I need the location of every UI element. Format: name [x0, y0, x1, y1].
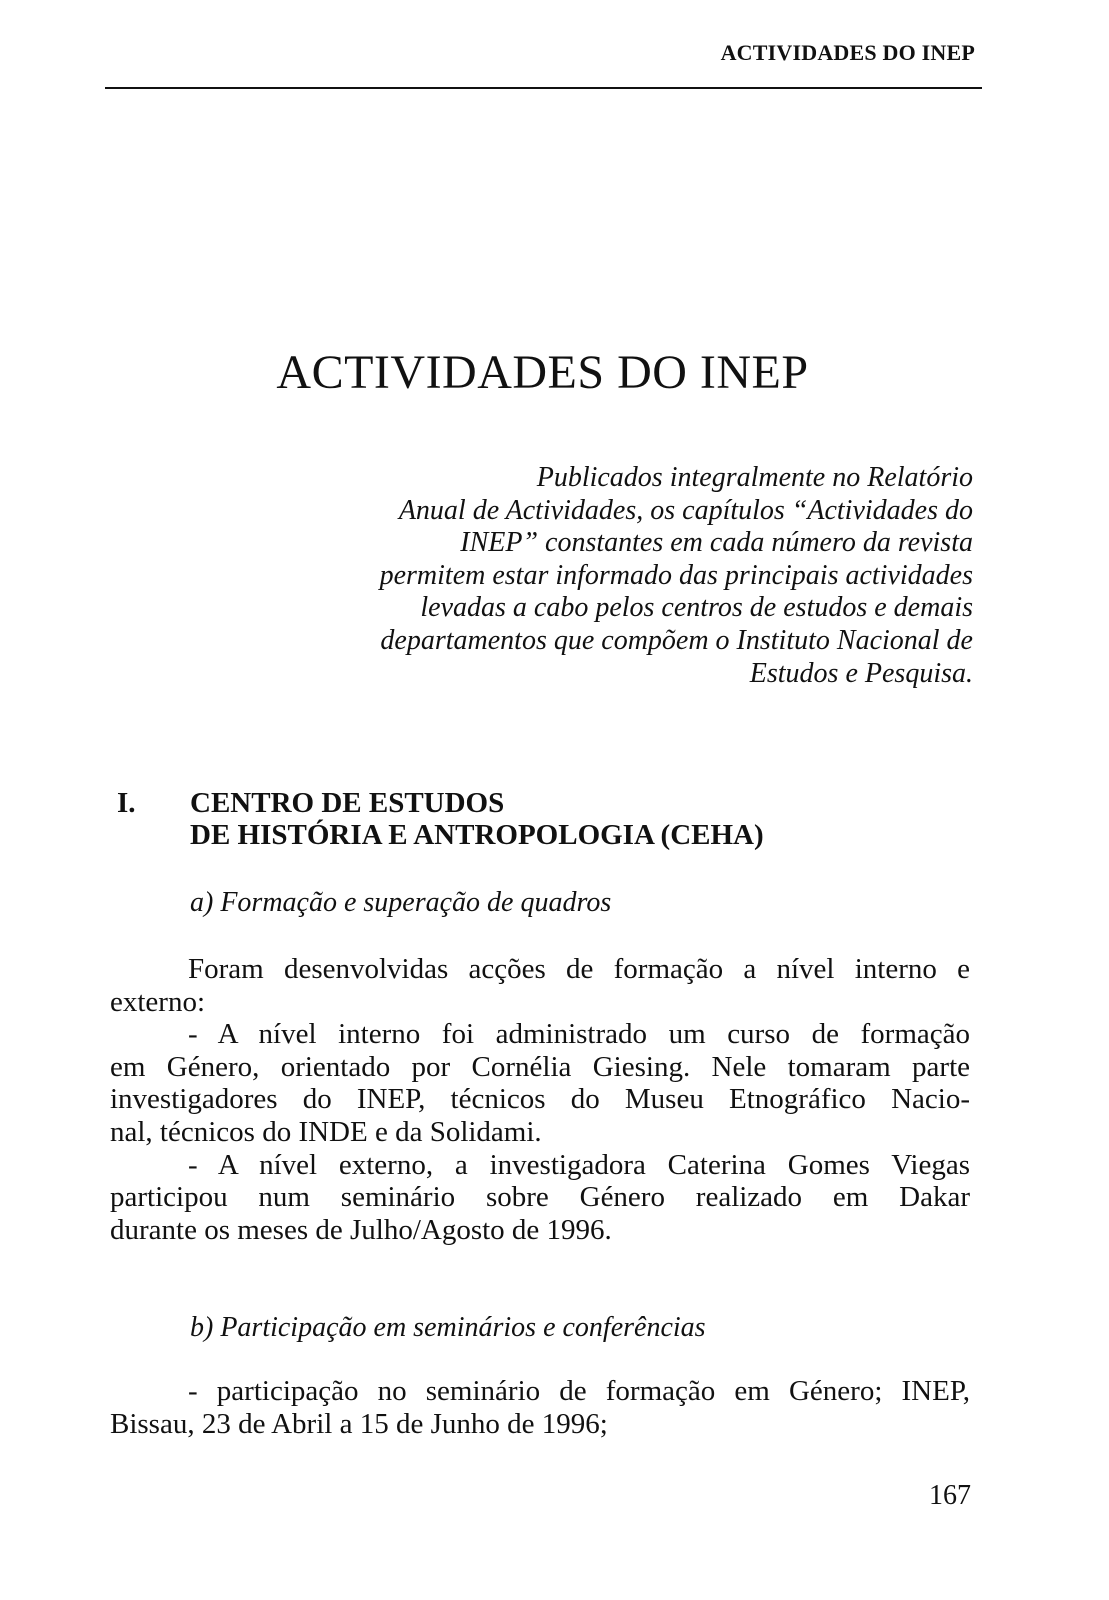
subsection-b-body — [110, 1375, 970, 1440]
body-line: investigadores do INEP, técnicos do Museu Etnográfico Nacio- — [110, 1083, 970, 1116]
body-line: - participação no seminário de formação em Género; INEP, — [188, 1375, 970, 1407]
section-heading-line: CENTRO DE ESTUDOS — [190, 787, 505, 819]
body-line: participou num seminário sobre Género realizado em Dakar — [110, 1181, 970, 1214]
epigraph — [253, 462, 973, 690]
epigraph-line: Publicados integralmente no Relatório — [536, 462, 973, 493]
section-heading-line: DE HISTÓRIA E ANTROPOLOGIA (CEHA) — [190, 819, 764, 851]
body-line: Foram desenvolvidas acções de formação a nível interno e — [188, 953, 970, 985]
subsection-a-body — [110, 953, 970, 1246]
body-line: durante os meses de Julho/Agosto de 1996. — [110, 1213, 612, 1246]
body-line: nal, técnicos do INDE e da Solidami. — [110, 1115, 542, 1148]
body-line: em Género, orientado por Cornélia Giesing. Nele tomaram parte — [110, 1050, 970, 1083]
running-head: ACTIVIDADES DO INEP — [720, 40, 975, 65]
epigraph-line: Estudos e Pesquisa. — [749, 657, 973, 689]
section-heading — [190, 787, 764, 851]
body-line: - A nível externo, a investigadora Caterina Gomes Viegas — [188, 1148, 970, 1181]
header-rule — [105, 87, 982, 89]
body-line: Bissau, 23 de Abril a 15 de Junho de 1996; — [110, 1407, 608, 1440]
epigraph-line: permitem estar informado das principais actividades — [379, 559, 973, 591]
section-number: I. — [117, 787, 136, 819]
page-number: 167 — [929, 1480, 971, 1511]
body-line: externo: — [110, 985, 206, 1018]
subsection-a-heading: a) Formação e superação de quadros — [190, 887, 612, 918]
epigraph-line: levadas a cabo pelos centros de estudos e demais — [420, 592, 973, 624]
epigraph-line: Anual de Actividades, os capítulos “Actividades do — [398, 494, 973, 526]
subsection-b-heading: b) Participação em seminários e conferências — [190, 1312, 706, 1343]
epigraph-line: departamentos que compõem o Instituto Nacional de — [380, 624, 973, 656]
epigraph-line: INEP” constantes em cada número da revista — [460, 527, 973, 559]
page-title: ACTIVIDADES DO INEP — [276, 346, 809, 399]
body-line: - A nível interno foi administrado um curso de formação — [188, 1018, 970, 1051]
